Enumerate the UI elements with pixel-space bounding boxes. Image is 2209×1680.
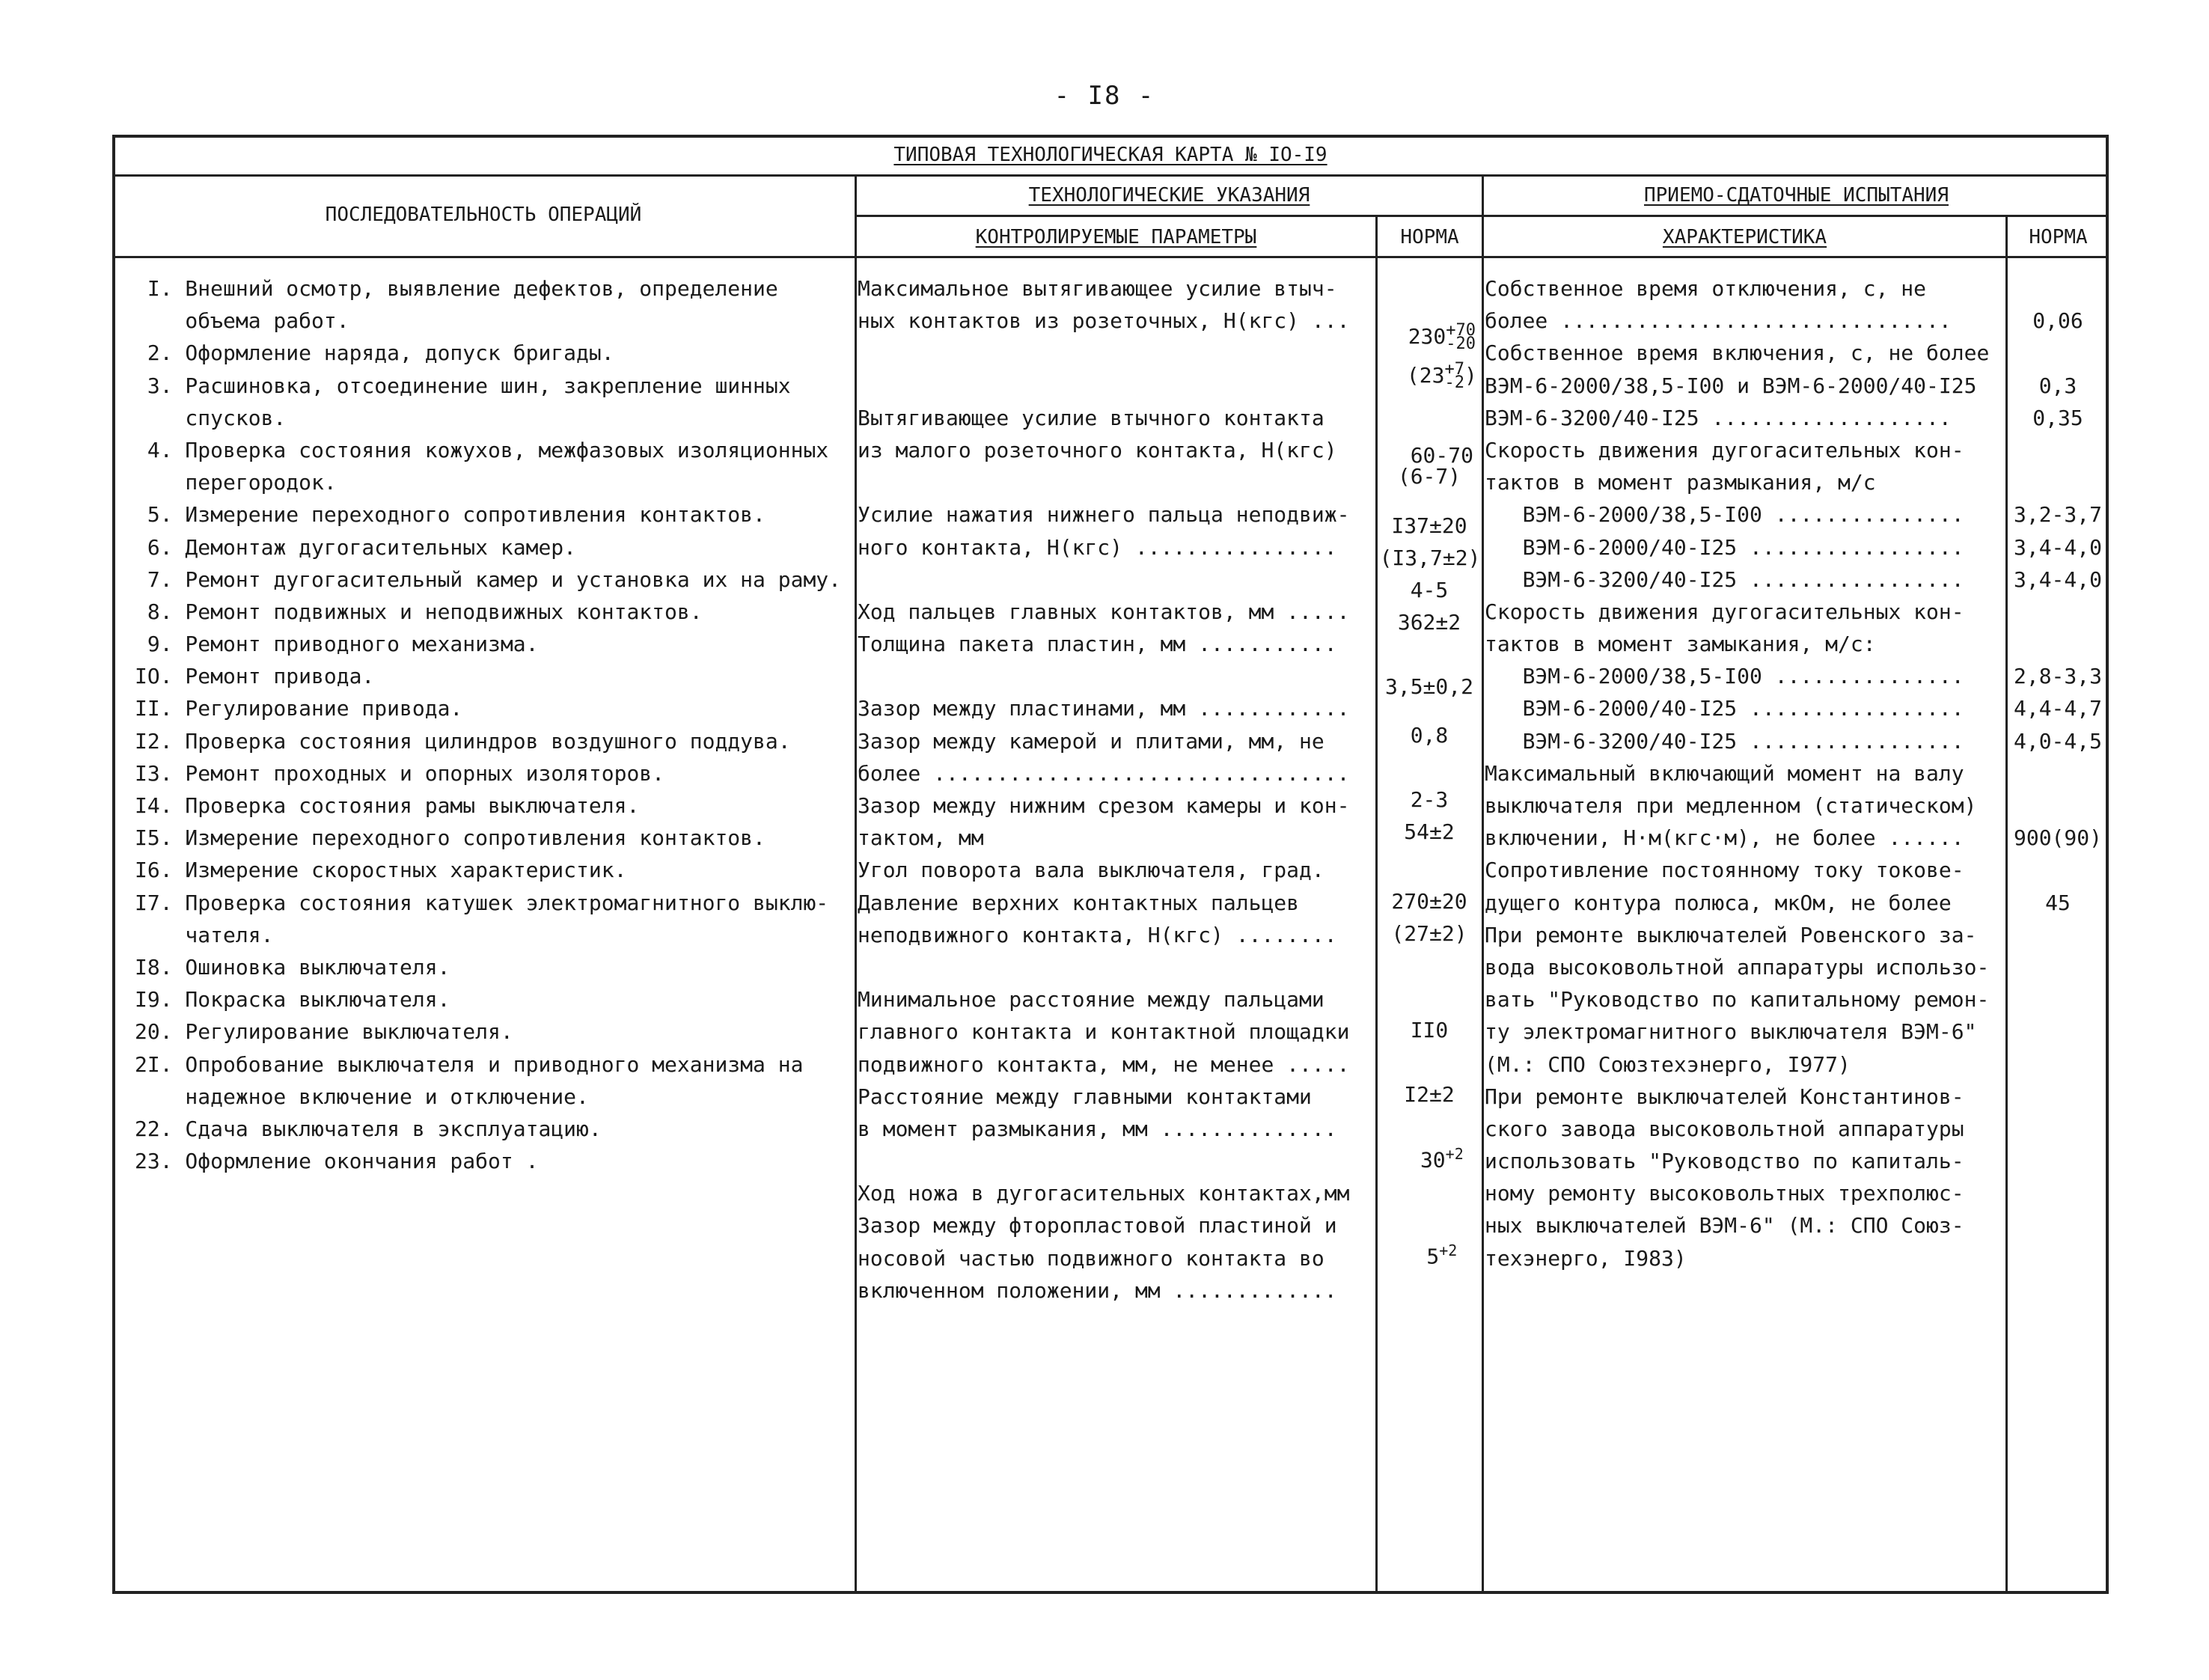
- characteristic-line: использовать "Руководство по капиталь-: [1485, 1149, 1964, 1174]
- characteristics-list: [1485, 272, 2004, 1274]
- divider: [2005, 215, 2008, 1594]
- norm-finger-travel: 4-5: [1410, 578, 1449, 602]
- parameter-line: [858, 370, 1374, 402]
- norm-min-distance: II0: [1410, 1018, 1449, 1042]
- operation-line: перегородок.: [135, 470, 337, 495]
- characteristic-line: ному ремонту высоковольтных трехполюс-: [1485, 1181, 1964, 1206]
- operation-line: 20. Регулирование выключателя.: [135, 1019, 513, 1045]
- characteristic-line: дущего контура полюса, мкОм, не более: [1485, 890, 1952, 915]
- characteristic-norm: 4,0-4,5: [2013, 728, 2102, 754]
- divider: [112, 256, 2109, 258]
- operation-line: 22. Сдача выключателя в эксплуатацию.: [135, 1116, 602, 1141]
- parameter-line: подвижного контакта, мм, не менее .....: [858, 1051, 1350, 1077]
- characteristic-norm: 3,2-3,7: [2013, 502, 2102, 528]
- parameter-line: Зазор между фторопластовой пластиной и: [858, 1213, 1337, 1238]
- parameter-line: Усилие нажатия нижнего пальца неподвиж-: [858, 502, 1350, 528]
- characteristic-line: Собственное время включения, с, не более: [1485, 340, 1990, 366]
- parameter-line: Зазор между нижним срезом камеры и кон-: [858, 793, 1350, 818]
- parameter-line: [858, 563, 1374, 596]
- norm-upper-pressure: 270±20: [1391, 889, 1467, 914]
- parameters-list: [858, 272, 1374, 1307]
- parameter-line: в момент размыкания, мм ..............: [858, 1116, 1337, 1141]
- characteristic-norms: [2008, 272, 2107, 919]
- characteristic-line: ВЭМ-6-2000/40-I25 .................: [1485, 534, 1964, 560]
- operation-line: 6. Демонтаж дугогасительных камер.: [135, 534, 577, 560]
- characteristic-line: (М.: СПО Союзтехэнерго, I977): [1485, 1051, 1851, 1077]
- characteristic-line: ных выключателей ВЭМ-6" (М.: СПО Союз-: [1485, 1213, 1964, 1238]
- characteristic-line: вать "Руководство по капитальному ремон-: [1485, 987, 1990, 1012]
- parameter-line: носовой частью подвижного контакта во: [858, 1245, 1325, 1271]
- parameter-line: Максимальное вытягивающее усилие втыч-: [858, 276, 1337, 301]
- characteristic-norm: [2008, 434, 2107, 466]
- parameter-line: Ход пальцев главных контактов, мм .....: [858, 599, 1350, 624]
- parameter-line: тактом, мм: [858, 825, 984, 851]
- characteristic-norm: [2008, 789, 2107, 822]
- operation-line: I7. Проверка состояния катушек электромагнитного выклю-: [135, 890, 829, 915]
- controlled-params-header: КОНТРОЛИРУЕМЫЕ ПАРАМЕТРЫ: [975, 226, 1257, 248]
- norm-pull-force: 230+70 -20: [1408, 321, 1476, 353]
- characteristic-norm: [2008, 466, 2107, 498]
- divider: [1482, 174, 1484, 1594]
- operation-line: 4. Проверка состояния кожухов, межфазовых изоляционных: [135, 437, 829, 462]
- characteristic-line: ВЭМ-6-2000/38,5-I00 ...............: [1485, 664, 1964, 689]
- tech-instructions-header: ТЕХНОЛОГИЧЕСКИЕ УКАЗАНИЯ: [1028, 184, 1310, 207]
- characteristic-norm: [2008, 757, 2107, 789]
- parameter-line: [858, 337, 1374, 369]
- norm-bottom-gap: 2-3: [1410, 787, 1449, 812]
- parameter-line: ного контакта, Н(кгс) ................: [858, 534, 1337, 560]
- characteristic-line: ВЭМ-6-2000/40-I25 .................: [1485, 696, 1964, 721]
- parameter-line: Давление верхних контактных пальцев: [858, 890, 1300, 915]
- characteristic-header: ХАРАКТЕРИСТИКА: [1662, 226, 1827, 248]
- characteristic-line: включении, Н·м(кгс·м), не более ......: [1485, 825, 1964, 851]
- characteristic-line: выключателя при медленном (статическом): [1485, 793, 1977, 818]
- characteristic-line: ВЭМ-6-2000/38,5-I00 ...............: [1485, 502, 1964, 528]
- norm-small-socket: 60-70 (6-7): [1397, 443, 1473, 489]
- parameter-line: Зазор между пластинами, мм ............: [858, 696, 1350, 721]
- operation-line: II. Регулирование привода.: [135, 696, 463, 721]
- operation-line: 2. Оформление наряда, допуск бригады.: [135, 340, 614, 366]
- operation-line: объема работ.: [135, 308, 349, 334]
- characteristic-norm: [2008, 272, 2107, 305]
- characteristic-line: Скорость движения дугогасительных кон-: [1485, 437, 1964, 462]
- operation-line: IO. Ремонт привода.: [135, 664, 375, 689]
- operation-line: I6. Измерение скоростных характеристик.: [135, 858, 627, 883]
- operation-line: 9. Ремонт приводного механизма.: [135, 632, 539, 657]
- norm-plate-gap: 3,5±0,2: [1384, 674, 1473, 699]
- norm-header: НОРМА: [1400, 226, 1459, 248]
- characteristic-line: ВЭМ-6-3200/40-I25 .................: [1485, 728, 1964, 754]
- operation-line: чателя.: [135, 922, 274, 947]
- operation-line: I. Внешний осмотр, выявление дефектов, определение: [135, 276, 778, 301]
- characteristic-norm: 3,4-4,0: [2013, 534, 2102, 560]
- parameter-line: [858, 660, 1374, 692]
- operation-line: 23. Оформление окончания работ .: [135, 1149, 539, 1174]
- parameter-line: Вытягивающее усилие втычного контакта: [858, 405, 1325, 430]
- operation-line: 8. Ремонт подвижных и неподвижных контактов.: [135, 599, 703, 624]
- characteristic-line: более ...............................: [1485, 308, 1952, 334]
- card-title: ТИПОВАЯ ТЕХНОЛОГИЧЕСКАЯ КАРТА № IO-I9: [893, 144, 1327, 166]
- norm-pull-force-kgf: (23+7 -2): [1406, 360, 1477, 392]
- characteristic-norm: 0,35: [2032, 405, 2083, 430]
- characteristic-line: вода высоковольтной аппаратуры использо-: [1485, 954, 1990, 980]
- characteristic-line: Собственное время отключения, с, не: [1485, 276, 1927, 301]
- norm-plate-stack: 362±2: [1397, 610, 1461, 635]
- norm2-header: НОРМА: [2029, 226, 2088, 248]
- characteristic-line: ского завода высоковольтной аппаратуры: [1485, 1116, 1964, 1141]
- norm-upper-pressure-kgf: (27±2): [1391, 921, 1467, 946]
- parameter-line: неподвижного контакта, Н(кгс) ........: [858, 922, 1337, 947]
- norm-knife-travel: $30^{+2}$: [1420, 1145, 1464, 1173]
- parameter-line: Зазор между камерой и плитами, мм, не: [858, 728, 1325, 754]
- parameter-line: Угол поворота вала выключателя, град.: [858, 858, 1325, 883]
- operation-line: спусков.: [135, 405, 287, 430]
- characteristic-norm: 0,06: [2032, 308, 2083, 334]
- operation-line: I4. Проверка состояния рамы выключателя.: [135, 793, 640, 818]
- characteristic-line: ВЭМ-6-3200/40-I25 .................: [1485, 566, 1964, 592]
- characteristic-line: ВЭМ-6-3200/40-I25 ...................: [1485, 405, 1952, 430]
- divider: [855, 174, 857, 1594]
- characteristic-line: техэнерго, I983): [1485, 1245, 1687, 1271]
- sequence-header: ПОСЛЕДОВАТЕЛЬНОСТЬ ОПЕРАЦИЙ: [325, 204, 642, 226]
- operation-line: 7. Ремонт дугогасительный камер и установка их на раму.: [135, 566, 842, 592]
- parameter-line: [858, 466, 1374, 498]
- characteristic-norm: 3,4-4,0: [2013, 566, 2102, 592]
- parameter-line: ных контактов из розеточных, Н(кгс) ...: [858, 308, 1350, 334]
- norm-nose-gap: $5^{+2}$: [1426, 1241, 1458, 1269]
- characteristic-line: Сопротивление постоянному току токове-: [1485, 858, 1964, 883]
- parameter-line: Минимальное расстояние между пальцами: [858, 987, 1325, 1012]
- operation-line: I3. Ремонт проходных и опорных изоляторов.: [135, 760, 665, 786]
- norm-finger-pressure-kgf: (I3,7±2): [1379, 546, 1481, 570]
- characteristic-line: ту электромагнитного выключателя ВЭМ-6": [1485, 1019, 1977, 1045]
- characteristic-norm: 4,4-4,7: [2013, 696, 2102, 721]
- parameter-line: более .................................: [858, 760, 1350, 786]
- norm-chamber-gap: 0,8: [1410, 723, 1449, 748]
- characteristic-norm: 900(90): [2013, 825, 2102, 851]
- characteristic-line: При ремонте выключателей Константинов-: [1485, 1084, 1964, 1109]
- characteristic-line: тактов в момент замыкания, м/с:: [1485, 632, 1876, 657]
- characteristic-norm: [2008, 337, 2107, 369]
- characteristic-line: При ремонте выключателей Ровенского за-: [1485, 922, 1977, 947]
- parameter-line: главного контакта и контактной площадки: [858, 1019, 1350, 1045]
- parameter-line: [858, 951, 1374, 983]
- characteristic-norm: [2008, 596, 2107, 628]
- parameter-line: Ход ножа в дугогасительных контактах,мм: [858, 1181, 1350, 1206]
- operation-line: надежное включение и отключение.: [135, 1084, 589, 1109]
- norm-contact-distance: I2±2: [1404, 1082, 1455, 1107]
- operations-list: [135, 272, 853, 1177]
- operation-line: 2I. Опробование выключателя и приводного механизма на: [135, 1051, 804, 1077]
- characteristic-norm: [2008, 628, 2107, 660]
- characteristic-line: Скорость движения дугогасительных кон-: [1485, 599, 1964, 624]
- parameter-line: включенном положении, мм .............: [858, 1277, 1337, 1303]
- parameter-line: [858, 1145, 1374, 1177]
- characteristic-line: Максимальный включающий момент на валу: [1485, 760, 1964, 786]
- operation-line: I8. Ошиновка выключателя.: [135, 954, 450, 980]
- norm-shaft-angle: 54±2: [1404, 819, 1455, 844]
- operation-line: I2. Проверка состояния цилиндров воздушного поддува.: [135, 728, 791, 754]
- characteristic-norm: 2,8-3,3: [2013, 664, 2102, 689]
- norm-finger-pressure: I37±20: [1391, 513, 1467, 538]
- page-number: - I8 -: [1054, 81, 1155, 111]
- acceptance-tests-header: ПРИЕМО-СДАТОЧНЫЕ ИСПЫТАНИЯ: [1644, 184, 1949, 207]
- characteristic-line: тактов в момент размыкания, м/с: [1485, 470, 1876, 495]
- operation-line: I5. Измерение переходного сопротивления контактов.: [135, 825, 766, 851]
- characteristic-norm: 0,3: [2038, 373, 2077, 398]
- characteristic-line: ВЭМ-6-2000/38,5-I00 и ВЭМ-6-2000/40-I25: [1485, 373, 1977, 398]
- parameter-line: из малого розеточного контакта, Н(кгс): [858, 437, 1337, 462]
- characteristic-norm: 45: [2045, 890, 2071, 915]
- parameter-line: Расстояние между главными контактами: [858, 1084, 1312, 1109]
- operation-line: I9. Покраска выключателя.: [135, 987, 450, 1012]
- parameter-line: Толщина пакета пластин, мм ...........: [858, 632, 1337, 657]
- divider: [112, 174, 2109, 177]
- operation-line: 5. Измерение переходного сопротивления контактов.: [135, 502, 766, 528]
- operation-line: 3. Расшиновка, отсоединение шин, закрепление шинных: [135, 373, 791, 398]
- characteristic-norm: [2008, 854, 2107, 886]
